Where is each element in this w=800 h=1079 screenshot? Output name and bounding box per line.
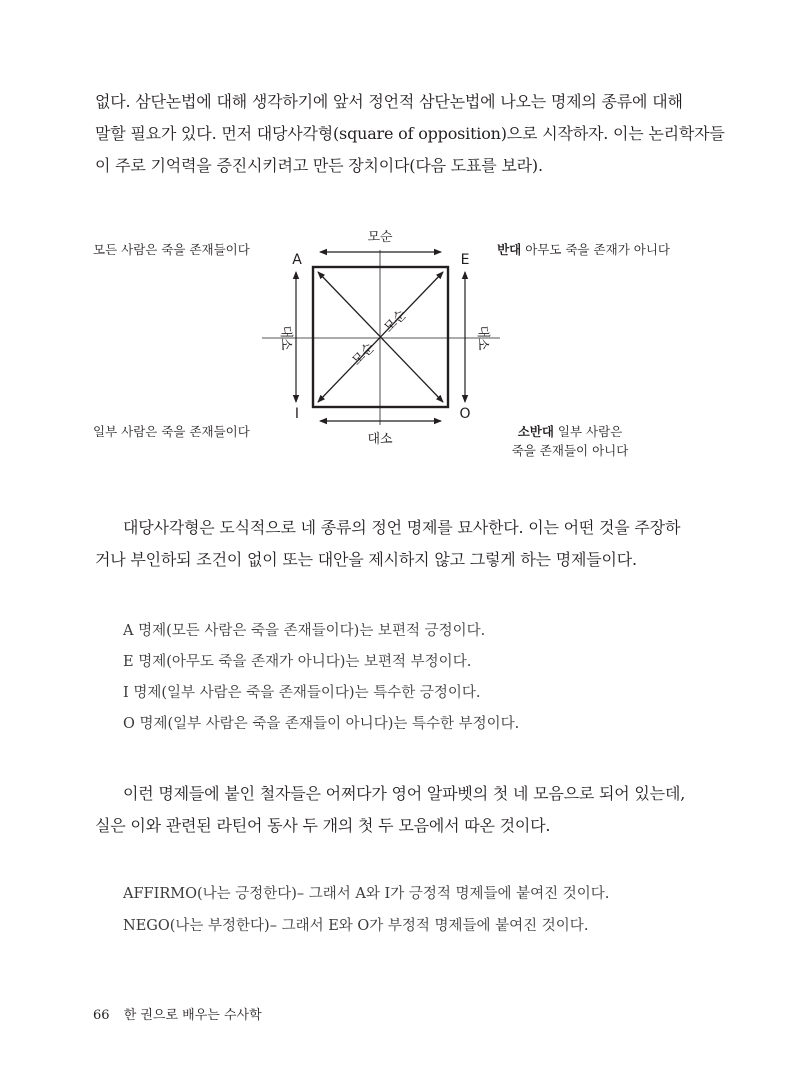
page-number: 66 (93, 1008, 110, 1023)
bottom-relation-label: 대소 (367, 432, 393, 447)
proposition-i: I 명제(일부 사람은 죽을 존재들이다)는 특수한 긍정이다. (123, 685, 481, 701)
subcontrary-label: 소반대 (517, 424, 554, 439)
vowel-origin-paragraph (95, 778, 686, 842)
top-relation-label: 모순 (367, 230, 393, 245)
o-statement-text-1: 일부 사람은 (553, 424, 623, 439)
proposition-e: E 명제(아무도 죽을 존재가 아니다)는 보편적 부정이다. (123, 654, 472, 670)
proposition-list (123, 616, 683, 740)
proposition-a: A 명제(모든 사람은 죽을 존재들이다)는 보편적 긍정이다. (123, 623, 486, 639)
i-statement: 일부 사람은 죽을 존재들이다 (93, 424, 250, 439)
paragraph-line: 거나 부인하되 조건이 없이 또는 대안을 제시하지 않고 그렇게 하는 명제들이다. (95, 550, 637, 569)
paragraph-line: 이런 명제들에 붙인 철자들은 어쩌다가 영어 알파벳의 첫 네 모음으로 되어 있는데, (123, 784, 686, 803)
diagram-graphic (0, 0, 800, 480)
latin-verb-list (123, 878, 683, 942)
proposition-o: O 명제(일부 사람은 죽을 존재들이 아니다)는 특수한 부정이다. (123, 716, 520, 732)
paragraph-line: 대당사각형은 도식적으로 네 종류의 정언 명제를 묘사한다. 이는 어떤 것을 주장하 (123, 518, 681, 537)
intro-line: 말할 필요가 있다. 먼저 대당사각형(square of opposition)으로 시작하자. 이는 논리학자들 (95, 124, 725, 143)
corner-a-label: A (292, 252, 302, 268)
page-footer (93, 1004, 262, 1023)
contrary-label: 반대 (497, 242, 522, 257)
corner-e-label: E (460, 252, 470, 268)
square-description-paragraph (95, 512, 681, 576)
affirmo-line: AFFIRMO(나는 긍정한다)– 그래서 A와 I가 긍정적 명제들에 붙여진 것이다. (123, 886, 610, 902)
paragraph-line: 실은 이와 관련된 라틴어 동사 두 개의 첫 두 모음에서 따온 것이다. (95, 816, 551, 835)
a-statement: 모든 사람은 죽을 존재들이다 (93, 242, 250, 257)
diagonal-label-upper: 모순 (381, 307, 410, 336)
intro-line: 없다. 삼단논법에 대해 생각하기에 앞서 정언적 삼단논법에 나오는 명제의 종류에 대해 (95, 92, 683, 111)
nego-line: NEGO(나는 부정한다)– 그래서 E와 O가 부정적 명제들에 붙여진 것이다. (123, 918, 589, 934)
intro-line: 이 주로 기억력을 증진시키려고 만든 장치이다(다음 도표를 보라). (95, 156, 543, 175)
diagonal-label-lower: 모순 (349, 340, 378, 369)
corner-o-label: O (459, 406, 471, 422)
e-statement-text: 아무도 죽을 존재가 아니다 (521, 242, 670, 257)
right-relation-label: 대소 (475, 325, 490, 351)
left-relation-label: 대소 (278, 325, 293, 351)
corner-i-label: I (294, 406, 300, 422)
o-statement-text-2: 죽을 존재들이 아니다 (511, 443, 629, 458)
book-title: 한 권으로 배우는 수사학 (123, 1008, 262, 1023)
